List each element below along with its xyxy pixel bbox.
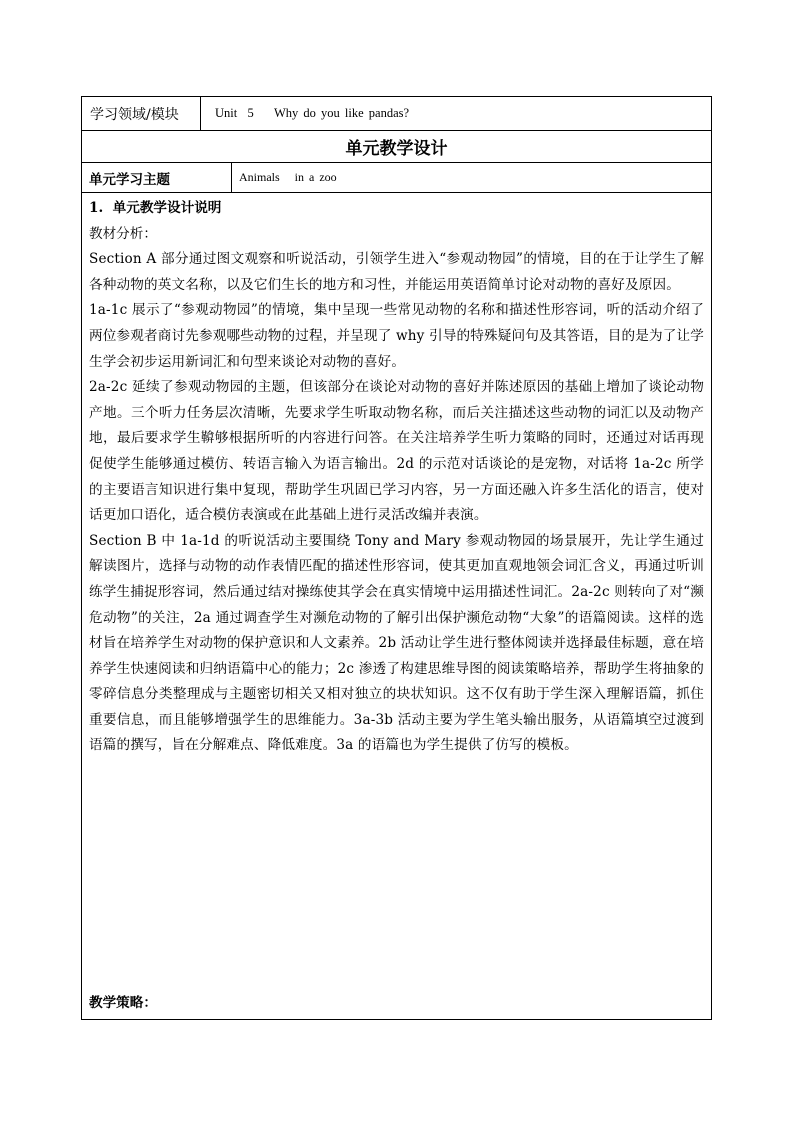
strategy-label: 教学策略： bbox=[89, 995, 157, 1012]
design-title: 单元教学设计 bbox=[81, 130, 712, 162]
paragraph-2a-2c: 2a-2c 延续了参观动物园的主题，但该部分在谈论对动物的喜好并陈述原因的基础上增加了谈论动物产地。三个听力任务层次清晰，先要求学生听取动物名称，而后关注描述这些动物的词汇以及动物产地，最后要求学生鞥够根据所听的内容进行问答。在关注培养学生听力策略的同时，还通过对话再现促使学生能够通过模仿、转语言输入为语言输出。2d 的示范对话谈论的是宠物，对话将 1a-2c 所学的主要语言知识进行集中复现，帮助学生巩固已学习内容，另一方面还融入许多生活化的语言，使对话更加口语化，适合模仿表演或在此基础上进行灵活改编并表演。 bbox=[89, 379, 704, 524]
section-heading: 1. 单元教学设计说明 bbox=[89, 200, 222, 216]
paragraph-1a-1c: 1a-1c 展示了“参观动物园”的情境，集中呈现一些常见动物的名称和描述性形容词，听的活动介绍了两位参观者商讨先参观哪些动物的过程，并呈现了 why 引导的特殊疑问句及其答语，目的是为了让学生学会初步运用新词汇和句型来谈论对动物的喜好。 bbox=[89, 302, 704, 370]
unit-title: Unit 5 Why do you like pandas? bbox=[215, 106, 410, 120]
field-label: 学习领域/模块 bbox=[82, 97, 201, 130]
lesson-design-table bbox=[81, 96, 712, 1020]
analysis-label: 教材分析： bbox=[89, 225, 157, 242]
design-description-cell bbox=[81, 192, 712, 1020]
theme-row bbox=[81, 162, 712, 192]
header-row bbox=[81, 96, 712, 130]
theme-value: Animals in a zoo bbox=[239, 170, 337, 184]
paragraph-section-b: Section B 中 1a-1d 的听说活动主要围绕 Tony and Mary 参观动物园的场景展开，先让学生通过解读图片，选择与动物的动作表情匹配的描述性形容词，使其更加直观地领会词汇含义，再通过听训练学生捕捉形容词，然后通过结对操练使其学会在真实情境中运用描述性词汇。2a-2c 则转向了对“濒危动物”的关注，2a 通过调查学生对濒危动物的了解引出保护濒危动物“大象”的语篇阅读。这样的选材旨在培养学生对动物的保护意识和人文素养。2b 活动让学生进行整体阅读并选择最佳标题，意在培养学生快速阅读和归纳语篇中心的能力；2c 渗透了构建思维导图的阅读策略培养，帮助学生将抽象的零碎信息分类整理成与主题密切相关又相对独立的块状知识。这不仅有助于学生深入理解语篇，抓住重要信息，而且能够增强学生的思维能力。3a-3b 活动主要为学生笔头输出服务，从语篇填空过渡到语篇的撰写，旨在分解难点、降低难度。3a 的语篇也为学生提供了仿写的模板。 bbox=[89, 532, 704, 754]
theme-label: 单元学习主题 bbox=[82, 163, 232, 192]
paragraph-section-a: Section A 部分通过图文观察和听说活动，引领学生进入“参观动物园”的情境，目的在于让学生了解各种动物的英文名称，以及它们生长的地方和习性，并能运用英语简单讨论对动物的喜好及原因。 bbox=[89, 251, 704, 293]
